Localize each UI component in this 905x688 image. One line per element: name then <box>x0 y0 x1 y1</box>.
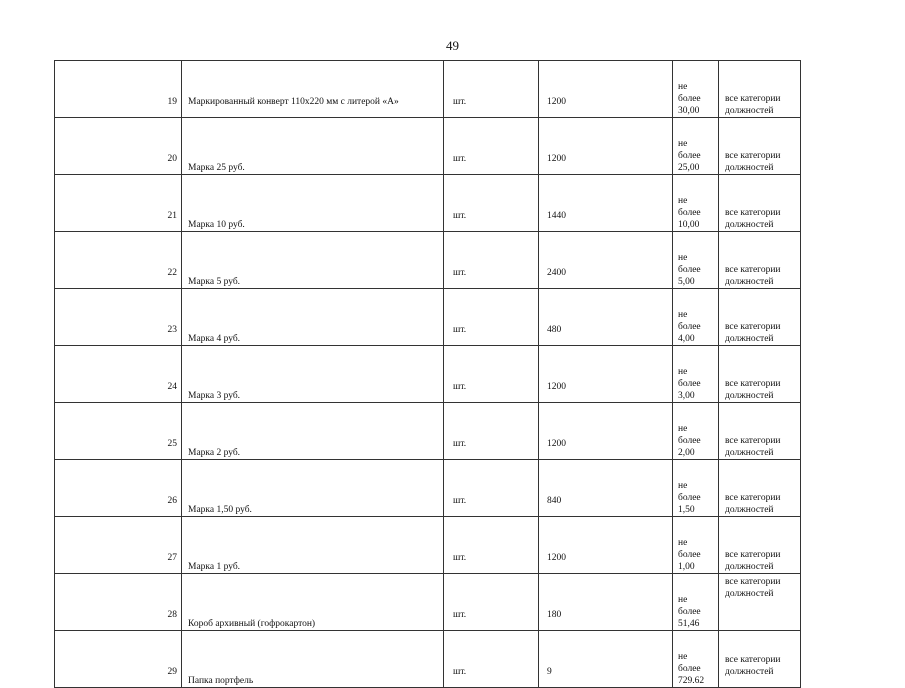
unit-cell: шт. <box>444 289 539 346</box>
price-cell <box>673 403 719 460</box>
price-line: 51,46 <box>678 619 700 629</box>
price-cell <box>673 460 719 517</box>
item-name: Марка 1 руб. <box>182 517 444 574</box>
price-line: более <box>678 208 701 218</box>
category-line: должностей <box>725 562 774 572</box>
table-row <box>55 574 801 631</box>
price-line: не <box>678 538 688 548</box>
price-line: более <box>678 379 701 389</box>
quantity-cell: 9 <box>539 631 673 688</box>
item-name: Марка 10 руб. <box>182 175 444 232</box>
price-line: не <box>678 139 688 149</box>
item-name: Марка 25 руб. <box>182 118 444 175</box>
price-line: более <box>678 550 701 560</box>
category-cell <box>719 403 801 460</box>
price-line: более <box>678 493 701 503</box>
row-number: 25 <box>55 403 182 460</box>
category-line: все категории <box>725 379 781 389</box>
price-line: не <box>678 424 688 434</box>
category-cell <box>719 118 801 175</box>
unit-cell: шт. <box>444 631 539 688</box>
table-row <box>55 289 801 346</box>
row-number: 23 <box>55 289 182 346</box>
price-line: 5,00 <box>678 277 695 287</box>
price-line: 4,00 <box>678 334 695 344</box>
category-line: все категории <box>725 550 781 560</box>
category-line: все категории <box>725 265 781 275</box>
row-number: 21 <box>55 175 182 232</box>
price-line: не <box>678 310 688 320</box>
category-line: должностей <box>725 334 774 344</box>
price-cell <box>673 118 719 175</box>
item-name: Марка 3 руб. <box>182 346 444 403</box>
price-line: 10,00 <box>678 220 700 230</box>
table-row <box>55 631 801 688</box>
quantity-cell: 1200 <box>539 61 673 118</box>
category-cell <box>719 574 801 631</box>
category-line: должностей <box>725 667 774 677</box>
category-cell <box>719 346 801 403</box>
price-line: не <box>678 253 688 263</box>
price-line: 2,00 <box>678 448 695 458</box>
price-line: не <box>678 652 688 662</box>
unit-cell: шт. <box>444 346 539 403</box>
category-line: все категории <box>725 151 781 161</box>
unit-cell: шт. <box>444 232 539 289</box>
row-number: 27 <box>55 517 182 574</box>
category-cell <box>719 232 801 289</box>
price-line: более <box>678 151 701 161</box>
item-name: Марка 5 руб. <box>182 232 444 289</box>
price-line: 1,50 <box>678 505 695 515</box>
category-line: все категории <box>725 655 781 665</box>
category-line: должностей <box>725 391 774 401</box>
category-line: должностей <box>725 220 774 230</box>
procurement-table <box>54 60 801 688</box>
item-name: Марка 2 руб. <box>182 403 444 460</box>
item-name: Марка 4 руб. <box>182 289 444 346</box>
price-cell <box>673 517 719 574</box>
row-number: 22 <box>55 232 182 289</box>
table-row <box>55 61 801 118</box>
price-line: более <box>678 664 701 674</box>
quantity-cell: 1200 <box>539 403 673 460</box>
table-row <box>55 403 801 460</box>
row-number: 24 <box>55 346 182 403</box>
category-line: должностей <box>725 163 774 173</box>
quantity-cell: 1200 <box>539 517 673 574</box>
category-line: должностей <box>725 589 774 599</box>
table-row <box>55 118 801 175</box>
quantity-cell: 2400 <box>539 232 673 289</box>
price-line: 1,00 <box>678 562 695 572</box>
category-line: должностей <box>725 277 774 287</box>
category-line: все категории <box>725 322 781 332</box>
price-cell <box>673 232 719 289</box>
quantity-cell: 1440 <box>539 175 673 232</box>
item-name: Короб архивный (гофрокартон) <box>182 574 444 631</box>
quantity-cell: 1200 <box>539 346 673 403</box>
price-cell <box>673 175 719 232</box>
category-line: все категории <box>725 94 781 104</box>
price-line: 729.62 <box>678 676 705 686</box>
price-cell <box>673 574 719 631</box>
item-name: Маркированный конверт 110х220 мм с литерой «А» <box>182 61 444 118</box>
category-line: все категории <box>725 436 781 446</box>
row-number: 26 <box>55 460 182 517</box>
category-cell <box>719 631 801 688</box>
table-row <box>55 460 801 517</box>
price-line: более <box>678 607 701 617</box>
item-name: Марка 1,50 руб. <box>182 460 444 517</box>
category-line: должностей <box>725 505 774 515</box>
price-line: не <box>678 82 688 92</box>
quantity-cell: 180 <box>539 574 673 631</box>
price-line: 25,00 <box>678 163 700 173</box>
category-cell <box>719 175 801 232</box>
category-line: все категории <box>725 577 781 587</box>
page-number: 49 <box>446 38 459 53</box>
price-cell <box>673 61 719 118</box>
row-number: 19 <box>55 61 182 118</box>
table-row <box>55 232 801 289</box>
price-line: не <box>678 196 688 206</box>
price-line: 30,00 <box>678 106 700 116</box>
unit-cell: шт. <box>444 61 539 118</box>
category-cell <box>719 61 801 118</box>
category-cell <box>719 289 801 346</box>
price-line: не <box>678 595 688 605</box>
price-cell <box>673 631 719 688</box>
price-line: более <box>678 265 701 275</box>
row-number: 20 <box>55 118 182 175</box>
row-number: 29 <box>55 631 182 688</box>
table-row <box>55 517 801 574</box>
unit-cell: шт. <box>444 517 539 574</box>
price-line: более <box>678 322 701 332</box>
price-line: не <box>678 367 688 377</box>
category-line: все категории <box>725 208 781 218</box>
quantity-cell: 1200 <box>539 118 673 175</box>
unit-cell: шт. <box>444 175 539 232</box>
price-line: не <box>678 481 688 491</box>
price-cell <box>673 289 719 346</box>
price-line: более <box>678 436 701 446</box>
unit-cell: шт. <box>444 118 539 175</box>
row-number: 28 <box>55 574 182 631</box>
price-line: более <box>678 94 701 104</box>
item-name: Папка портфель <box>182 631 444 688</box>
price-line: 3,00 <box>678 391 695 401</box>
category-line: все категории <box>725 493 781 503</box>
category-line: должностей <box>725 106 774 116</box>
table-row <box>55 346 801 403</box>
unit-cell: шт. <box>444 403 539 460</box>
category-cell <box>719 517 801 574</box>
unit-cell: шт. <box>444 574 539 631</box>
category-line: должностей <box>725 448 774 458</box>
quantity-cell: 840 <box>539 460 673 517</box>
price-cell <box>673 346 719 403</box>
unit-cell: шт. <box>444 460 539 517</box>
table-row <box>55 175 801 232</box>
quantity-cell: 480 <box>539 289 673 346</box>
category-cell <box>719 460 801 517</box>
